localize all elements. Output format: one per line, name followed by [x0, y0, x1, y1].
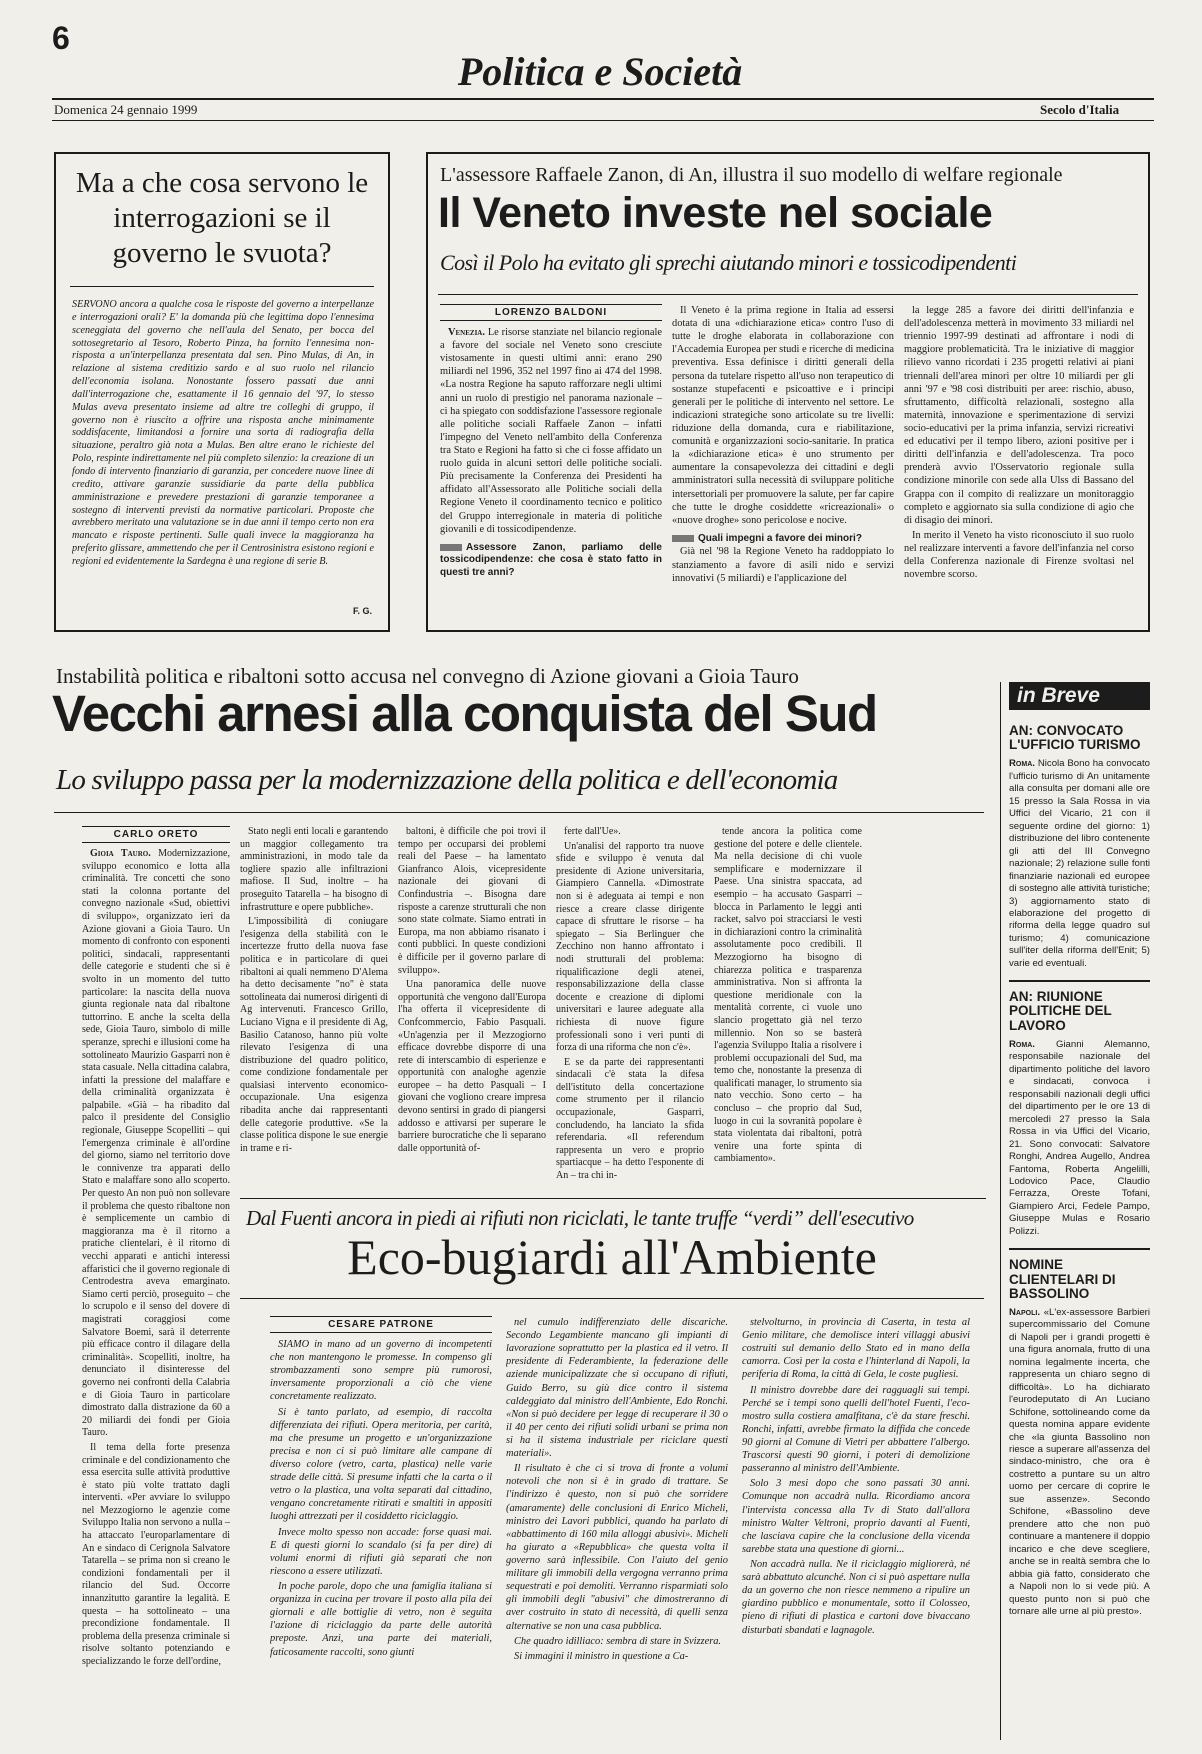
brief-title: AN: CONVOCATO L'UFFICIO TURISMO — [1009, 723, 1141, 753]
veneto-byline: LORENZO BALDONI — [440, 304, 662, 321]
veneto-col-2 — [672, 304, 894, 616]
sud-col-2 — [240, 826, 388, 1194]
paragraph: ferte dall'Ue». — [564, 826, 621, 837]
eco-headline: Eco-bugiardi all'Ambiente — [347, 1229, 877, 1285]
brief-title: AN: RIUNIONE POLITICHE DEL LAVORO — [1009, 989, 1112, 1033]
sud-headline: Vecchi arnesi alla conquista del Sud — [52, 685, 877, 742]
page-number: 6 — [52, 20, 70, 56]
veneto-kicker: L'assessore Raffaele Zanon, di An, illustra il suo modello di welfare regionale — [440, 164, 1063, 186]
paragraph: tende ancora la politica come gestione del potere e delle clientele. Ma nella decisione di chi vuole semplificare e modernizzare il Paese. Una sinistra spaccata, ad esempio – ha accusato Gasparri – blocca in Parlamento le leggi anti racket, salvo poi stracciarsi le vesti in dichiarazioni contro la criminalità assolutamente poco credibili. Il Mezzogiorno ha bisogno di chiarezza politica e trasparenza amministrativa. Non si affronta la questione meridionale con la mentalità corrente, ci vuole uno slancio progettato già nel terzo millennio. Non so se basterà l'agenzia Sviluppo Italia a risolvere i problemi occupazionali del Sud, ma temo che, nonostante la presenza di qualificati manager, lo strumento sia nato vecchio. Sono certo – ha concluso – che proprio dal Sud, luogo in cui la sovranità popolare è stata violentata dai ribaltoni, potrà venire una forte spinta di cambiamento». — [714, 826, 862, 1165]
paragraph: stelvolturno, in provincia di Caserta, in testa al Genio militare, che demolisce interi villaggi abusivi costruiti sul demanio dello Stato ed in mano della camorra. Così per la costa e l'hinterland di Napoli, la periferia di Roma, la città di Gela, le coste pugliesi. — [742, 1317, 970, 1381]
brief-item — [1009, 990, 1150, 1238]
box-body: SERVONO ancora a qualche cosa le risposte del governo a interpellanze e interrogazioni orali? E' la domanda più che legittima dopo l'ennesima sceneggiata del governo che nell'aula del Senato, per bocca del sottosegretario al Tesoro, Roberto Pinza, ha fornito l'ennesima non-risposta a un'interpellanza presentata dal sen. Pino Mulas, di An, in relazione al sistema creditizio sardo e al suo ruolo nel rilancio dell'economia isolana. Nonostante fossero passati due anni dall'interrogazione che, esattamente il 16 gennaio del '97, lo stesso Mulas aveva presentato insieme ad altre tre colleghi di gruppo, il governo non è riuscito a offrire una risposta anche minimamente soddisfacente, limitandosi a fornire una sorta di radiografia della situazione, peraltro già nota a Mulas. Ben altre erano le richieste del Polo, respinte indirettamente nel più completo silenzio: la creazione di un fondo di intervento finanziario di garanzia, per concedere nuove linee di credito, attivare garanzie sussidiarie da parte della pubblica amministrazione e prevedere prestazioni di garanzie temporanee a sostegno di interventi previsti da normative particolari. Proposte che avrebbero meritato una valutazione se in due anni il tempo certo non era mancato e risposte pertinenti. Sulle quali invece la maggioranza ha preferito glissare, ammettendo che per il Centrosinistra esistono regioni e regioni ed evidentemente la Sardegna è una regione di serie B. — [72, 299, 374, 567]
sud-subhead-rule — [54, 812, 984, 813]
brief-title: NOMINE CLIENTELARI DI BASSOLINO — [1009, 1257, 1116, 1301]
paragraph: Si è tanto parlato, ad esempio, di raccolta differenziata dei rifiuti. Opera meritoria, per carità, ma che presume un progetto e un'organizzazione precisa e non ci si può limitare alle campane di diverso colore (vetro, carta, plastica) nelle varie strade delle città. Si presume infatti che la carta o il vetro o la plastica, una volta separati dal cittadino, vengano concretamente ritirati e smaltiti in appositi luoghi attrezzati per il cosiddetto riciclaggio. — [270, 1406, 492, 1523]
eco-col-1 — [270, 1338, 492, 1740]
sud-col-3 — [398, 826, 546, 1194]
paragraph: Non accadrà nulla. Ne il riciclaggio migliorerà, né sarà abbattuto alcunché. Non ci si può aspettare nulla da un governo che non riesce nemmeno a ripulire un giardino pubblico e monumentale, sotto il Colosseo, pieno di rifiuti di plastica e cartoni dove bivaccano disturbati sbandati e lagnagole. — [742, 1558, 970, 1636]
box-signature: F. G. — [352, 606, 372, 616]
paragraph: Il risultato è che ci si trova di fronte a volumi notevoli che non si è in grado di trattare. Se l'indirizzo è questo, non si può che sorridere (amaramente) delle conclusioni di Enrico Micheli, ministro dei Lavori pubblici, quando ha parlato di «abbattimento di 160 mila alloggi abusivi». Micheli ha giurato a «Repubblica» che questa volta il governo sarà inflessibile. Con l'aiuto del genio militare gli immobili della vergogna verranno prima sequestrati e poi demoliti. Verranno risparmiati solo gli immobili degli "abusivi" che dimostreranno di aver costruito in stato di necessità, di quelli senza alternative se non una casa pubblica. — [506, 1463, 728, 1632]
paragraph: Le risorse stanziate nel bilancio regionale a favore del sociale nel Veneto sono cresciute vistosamente in questi ultimi anni: erano 290 miliardi nel 1996, 352 nel 1997 fino ai 474 del 1998. «La nostra Regione ha saputo rafforzare negli ultimi anni un ruolo di prestigio nel panorama nazionale – ci ha spiegato con soddisfazione l'assessore regionale alle politiche sociali Raffaele Zanon – infatti l'impegno del Veneto nell'ambito della Conferenza tra Stato e Regioni ha fatto sì che ci fosse affidato un ruolo guida in alcuni settori delle politiche sociali. Più precisamente la Conferenza dei Presidenti ha affidato all'Assessorato alle Politiche sociali della Regione Veneto il coordinamento tecnico e politico del Gruppo interregionale in materia di politiche giovanili e di tossicodipendenze. — [440, 327, 662, 535]
paragraph: Stato negli enti locali e garantendo un maggior collegamento tra amministrazioni, in modo tale da togliere spazio alle infiltrazioni mafiose. Il Sud, inoltre – ha proseguito Tatarella – ha bisogno di infrastrutture e opere pubbliche». — [240, 826, 388, 913]
paragraph: Invece molto spesso non accade: forse quasi mai. E di questi giorni lo scandalo (si fa per dire) di volumi enormi di rifiuti già separati che non riescono a essere utilizzati. — [270, 1526, 492, 1577]
box-title-rule — [70, 286, 374, 287]
brief-separator — [1009, 980, 1150, 982]
brief-text: Roma. Gianni Alemanno, responsabile nazionale del dipartimento politiche del lavoro e sindacati, convoca i responsabili nazionali degli uffici del dipartimento per le ore 13 di mercoledì 27 presso la Sala Rossa in via Uffici del Vicario, 21. Sono convocati: Salvatore Ronghi, Andrea Augello, Andrea Fantoma, Roberta Angelilli, Lodovico Pace, Claudio Ferrazza, Oreste Tofani, Giampiero Arci, Fedele Pampo, Giuseppe Mulas e Rosario Polizzi. — [1009, 1038, 1150, 1237]
masthead-rule-bottom — [52, 120, 1154, 121]
sud-col-5 — [714, 826, 862, 1194]
paragraph: Già nel '98 la Regione Veneto ha raddoppiato lo stanziamento a favore di asili nido e servizi innovativi (5 miliardi) e l'applicazione del — [672, 546, 894, 584]
paragraph: In merito il Veneto ha visto riconosciuto il suo ruolo nel realizzare interventi a favore dell'infanzia nel corso della Conferenza nazionale di Firenze svoltasi nel novembre scorso. — [904, 529, 1134, 581]
sud-bottom-rule — [240, 1198, 986, 1199]
paragraph: In poche parole, dopo che una famiglia italiana si organizza in cucina per trovare il posto alla pila dei giornali e alle bottiglie di vetro, non è seguita l'azione di riciclaggio da parte delle autorità preposte. Anzi, una parte dei materiali, faticosamente raccolti, sono giunti — [270, 1580, 492, 1658]
paragraph: E se da parte dei rappresentanti sindacali c'è stata la difesa dell'istituto della concertazione come strumento per il rilancio occupazionale, Gasparri, concludendo, ha lanciato la sfida referendaria. «Il referendum rappresenta un vero e proprio spartiacque – ha detto l'esponente di An – tra chi in- — [556, 1056, 704, 1182]
paragraph: Il tema della forte presenza criminale e del condizionamento che essa esercita sulle attività produttive è stato più volte trattato dagli interventi. «Per avviare lo sviluppo nel Mezzogiorno le agenzie come Sviluppo Italia non servono a nulla – ha attaccato l'europarlamentare di An e sindaco di Cerignola Salvatore Tatarella – se prima non si creano le condizioni fondamentali per il rilancio del Sud. Occorre innanzitutto garantire la legalità. E questa – ha sottolineato – una precondizione fondamentale. Il problema della presenza criminale si risolve soltanto potenziando e specializzando le forze dell'ordine, — [82, 1441, 230, 1667]
veneto-subhead: Così il Polo ha evitato gli sprechi aiutando minori e tossicodipendenti — [440, 250, 1017, 275]
paragraph: Il ministro dovrebbe dare dei ragguagli sui tempi. Perché se i tempi sono quelli dell'hotel Fuenti, l'eco-mostro sulla costiera amalfitana, c'è da stare freschi. Ronchi, infatti, avrebbe firmato la diffida che concede 90 giorni al Comune di Vietri per abbattere l'albergo. Trascorsi questi 90 giorni, i poteri di demolizione passeranno al ministro dell'Ambiente. — [742, 1384, 970, 1475]
paragraph: Una panoramica delle nuove opportunità che vengono dall'Europa l'ha offerta il vicepresidente di Confcommercio, Fabio Pasquali. «Un'agenzia per il Mezzogiorno efficace dovrebbe disporre di una rete di interscambio di esperienze e opportunità con analoghe agenzie europee – ha detto Pasquali – I giovani che vogliono creare impresa devono sentirsi in grado di piangersi addosso e attivarsi per superare le barriere burocratiche che li separano dalle opportunità of- — [398, 979, 546, 1154]
sud-col-4 — [556, 826, 704, 1194]
brief-item — [1009, 724, 1150, 970]
paragraph: baltoni, è difficile che poi trovi il tempo per occuparsi dei problemi reali del Paese – ha lamentato Gianfranco Alois, vicepresidente nazionale dei giovani di Confindustria –. Bisogna dare risposte a carenze strutturali che non sono state colmate. Siamo entrati in Europa, ma non abbiamo risanato i conti pubblici. In queste condizioni è difficile per il governo parlare di sviluppo». — [398, 826, 546, 976]
date-line: Domenica 24 gennaio 1999 — [54, 102, 198, 117]
box-title: Ma a che cosa servono le interrogazioni se il governo le svuota? — [75, 167, 369, 269]
paragraph: Si immagini il ministro in questione a Ca- — [514, 1650, 689, 1662]
interview-question: Quali impegni a favore dei minori? — [672, 533, 894, 546]
brief-text: Napoli. «L'ex-assessore Barbieri supercommissario del Comune di Napoli per i grandi progetti è una figura anomala, frutto di una nomina legalmente incerta, che rappresenta un chiaro segno di difficoltà». Lo ha dichiarato l'eurodeputato di An Luciano Schifone, sottolineando come da questa nomina appare evidente che «la giunta Bassolino non riesce a superare all'assenza del sindaco-ministro, che ora è costretto a puntare su un altro uomo per cercare di coprire le sue assenze». Secondo Schifone, «Bassolino deve prendere atto che non può continuare a mantenere il doppio incarico e che deve scegliere, anche se in realtà sembra che lo abbia già fatto, considerato che a Napoli non lo si vede più. A questo punto non si può che tornare alle urne al più presto». — [1009, 1306, 1150, 1618]
paragraph: Solo 3 mesi dopo che sono passati 30 anni. Comunque non accadrà nulla. Ricordiamo ancora l'intervista concessa alla Tv di Stato dall'allora ministro Walter Veltroni, proprio davanti al Fuenti, che lasciava capire che la conclusione della vicenda sarebbe stata una questione di giorni... — [742, 1478, 970, 1555]
in-breve-sidebar — [1000, 682, 1150, 1740]
veneto-col-3 — [904, 304, 1134, 616]
in-breve-label: in Breve — [1009, 682, 1150, 710]
newspaper-name: Secolo d'Italia — [1040, 102, 1120, 117]
paragraph: la legge 285 a favore dei diritti dell'infanzia e dell'adolescenza metterà in movimento 33 miliardi nel triennio 1997-99 destinati ad affrontare i nodi di maggiore problematicità. Tra le iniziative di maggior rilievo vanno ricordati i 235 progetti relativi ai piani triennali dell'area minori per oltre 10 miliardi per gli anni '97 e '98 così distribuiti per aree: rischio, abuso, sfruttamento, difficoltà relazionali, sostegno alla maternità, innovazione e sperimentazione di servizi socio-educativi per la prima infanzia, servizi ricreativi ed educativi per il tempo libero, azioni positive per i diritti dell'infanzia e dell'adolescenza. Tra poco prenderà avvio l'Osservatorio regionale sulla condizione minorile con sede alla Ulss di Bassano del Grappa con il compito di realizzare un monitoraggio completo e aggiornato sia sulla condizione di agio che di disagio dei minori. — [904, 305, 1134, 526]
eco-col-2 — [506, 1316, 728, 1740]
paragraph: nel cumulo indifferenziato delle discariche. Secondo Legambiente mancano gli impianti di lavorazione soprattutto per la plastica ed il vetro. Il presidente di Federambiente, la federazione delle aziende municipalizzate che si occupano di rifiuti, Guido Berro, su giù dice contro il sistema caldeggiato dal ministro dell'Ambiente, Edo Ronchi. «Non si può decidere per legge di recuperare il 30 o il 40 per cento dei rifiuti solidi urbani se prima non si ha il sistema industriale per riciclare questi materiali». — [506, 1317, 728, 1460]
paragraph: L'impossibilità di coniugare l'esigenza della stabilità con le incertezze frutto della nuova fase politica e in particolare di quei ribaltoni ai quali nemmeno D'Alema ha detto decisamente "no" è stata sottolineata dai numerosi dirigenti di Ag intervenuti. Francesco Grillo, Luciano Vigna e il presidente di Ag, Basilio Catanoso, hanno più volte rilevato l'esigenza di una distribuzione del quadro politico, come condizione fondamentale per qualsiasi intervento economico-occupazionale. Una esigenza ribadita anche dai rappresentanti delle categorie produttive. «Se la classe politica dispone le sue energie in trame e ri- — [240, 916, 388, 1154]
eco-byline: CESARE PATRONE — [270, 1316, 492, 1333]
paragraph: Il Veneto è la prima regione in Italia ad essersi dotata di una «dichiarazione etica» contro l'uso di tutte le droghe elaborata in collaborazione con l'Accademia Europea per studi e ricerche di medicina preventiva. Essa definisce i diritti generali della persona da tutelare rispetto all'uso non terapeutico di sostanze stupefacenti e psicoattive e i principi generali per le politiche di intervento nel settore. Le indicazioni strategiche sono articolate su tre livelli: riduzione della domanda, cura e riabilitazione, comunità e organizzazioni socio-sanitarie. In pratica la «dichiarazione etica» è uno strumento per aumentare la consapevolezza dei cittadini e degli amministratori sulla necessità di sviluppare politiche intersettoriali per promuovere la salute, per far capire che tutte le droghe cosiddette «ricreazionali» o «nuove droghe» sono pericolose e nocive. — [672, 305, 894, 526]
masthead-rule-top — [52, 98, 1154, 100]
sud-subhead: Lo sviluppo passa per la modernizzazione della politica e dell'economia — [56, 764, 838, 796]
brief-item — [1009, 1258, 1150, 1618]
dateline: Gioia Tauro. — [90, 848, 151, 859]
sud-byline: CARLO ORETO — [82, 826, 230, 843]
eco-headline-rule — [240, 1298, 984, 1299]
dateline: Venezia. — [448, 327, 485, 338]
paragraph: SIAMO in mano ad un governo di incompetenti che non mantengono le promesse. In compenso gli strombazzamenti sono sempre più rumorosi, inversamente proporzionali a ciò che viene concretamente realizzato. — [270, 1339, 492, 1403]
brief-separator — [1009, 1248, 1150, 1250]
sud-col-1 — [82, 848, 230, 1740]
eco-kicker: Dal Fuenti ancora in piedi ai rifiuti non riciclati, le tante truffe “verdi” dell'esecutivo — [246, 1206, 914, 1230]
veneto-subhead-rule — [438, 294, 1138, 295]
paragraph: Un'analisi del rapporto tra nuove sfide e sviluppo è venuta dal presidente di Azione universitaria, Giampiero Cannella. «Dimostrate non si è adeguata ai tempi e non riesce a creare classe dirigente capace di sfruttare le risorse – ha spiegato – Sia Berlinguer che Zecchino non hanno affrontato i nodi strutturali del problema: riqualificazione degli atenei, responsabilizzazione della classe docente e creazione di diplomi universitari e lauree adeguate alla richiesta di nuove figure professionali sono i veri punti di forza di una riforma che non c'è». — [556, 840, 704, 1054]
section-title: Politica e Società — [457, 49, 743, 94]
paragraph: Modernizzazione, sviluppo economico e lotta alla criminalità. Tre concetti che sono stati la colonna portante del convegno nazionale «Sud, obiettivi di sviluppo», organizzato ieri da Azione giovani a Gioia Tauro. Un momento di confronto con esponenti politici, sindacali, rappresentanti delle categorie e studenti che si è svolto in un momento del tutto particolare: la nascita della nuova giunta regionale nata dal ribaltone tuttorrino. E anche la scelta della sede, Gioia Tauro, simbolo di mille speranze, sprechi e illusioni come ha sottolineato Maurizio Gasparri non è stata casuale. Nella cittadina calabra, infatti la pressione del malaffare e della criminalità organizzata è palpabile. «Già – ha ribadito dal palco il presidente del Consiglio regionale, Giuseppe Scopelliti – qui l'emergenza criminale è all'ordine del giorno, siamo nel territorio dove le connivenze tra apparati dello Stato e malaffare sono allo scoperto. Per questo An non può non sollevare il problema che questo ribaltone non è semplicemente un cambio di maggioranza ma è il ritorno a pratiche clientelari, è il ritorno di vecchi apparati e antichi interessi affaristici che il governo regionale di Centrodestra aveva emarginato. Siamo certi perciò, proseguito – che lo scrupolo e il senso del dovere di magistrati coraggiosi come Salvatore Boemi, sarà il deterrente più efficace contro il dilagare della criminalità». Scopelliti, inoltre, ha denunciato il disinteresse del governo nei confronti della Calabria e di Gioia Tauro in particolare dimostrato dalla distrazione da 60 a 20 miliardi dei fondi per Gioia Tauro. — [82, 848, 230, 1439]
veneto-headline: Il Veneto investe nel sociale — [438, 189, 993, 237]
sud-kicker: Instabilità politica e ribaltoni sotto accusa nel convegno di Azione giovani a Gioia Tauro — [56, 664, 799, 688]
veneto-col-1 — [440, 326, 662, 616]
brief-text: Roma. Nicola Bono ha convocato l'ufficio turismo di An unitamente alla consulta per domani alle ore 15 presso la Sala Rossa in via Uffici del Vicario, 21 con il seguente ordine del giorno: 1) distribuzione del libro contenente gli atti del III Convegno nazionale; 2) relazione sulle fonti finanziarie nazionali ed europee di sostegno alle attività turistiche; 3) aggiornamento stato di elaborazione del progetto di riforma della legge quadro sul turismo; 4) comunicazione sull'iter della riforma dell'Enit; 5) varie ed eventuali. — [1009, 758, 1150, 969]
interview-question: Assessore Zanon, parliamo delle tossicodipendenze: che cosa è stato fatto in questi tre anni? — [440, 541, 662, 578]
interrogazioni-box — [54, 152, 390, 632]
eco-col-3 — [742, 1316, 970, 1740]
veneto-article — [426, 152, 1150, 632]
paragraph: Che quadro idilliaco: sembra di stare in Svizzera. — [514, 1635, 722, 1647]
